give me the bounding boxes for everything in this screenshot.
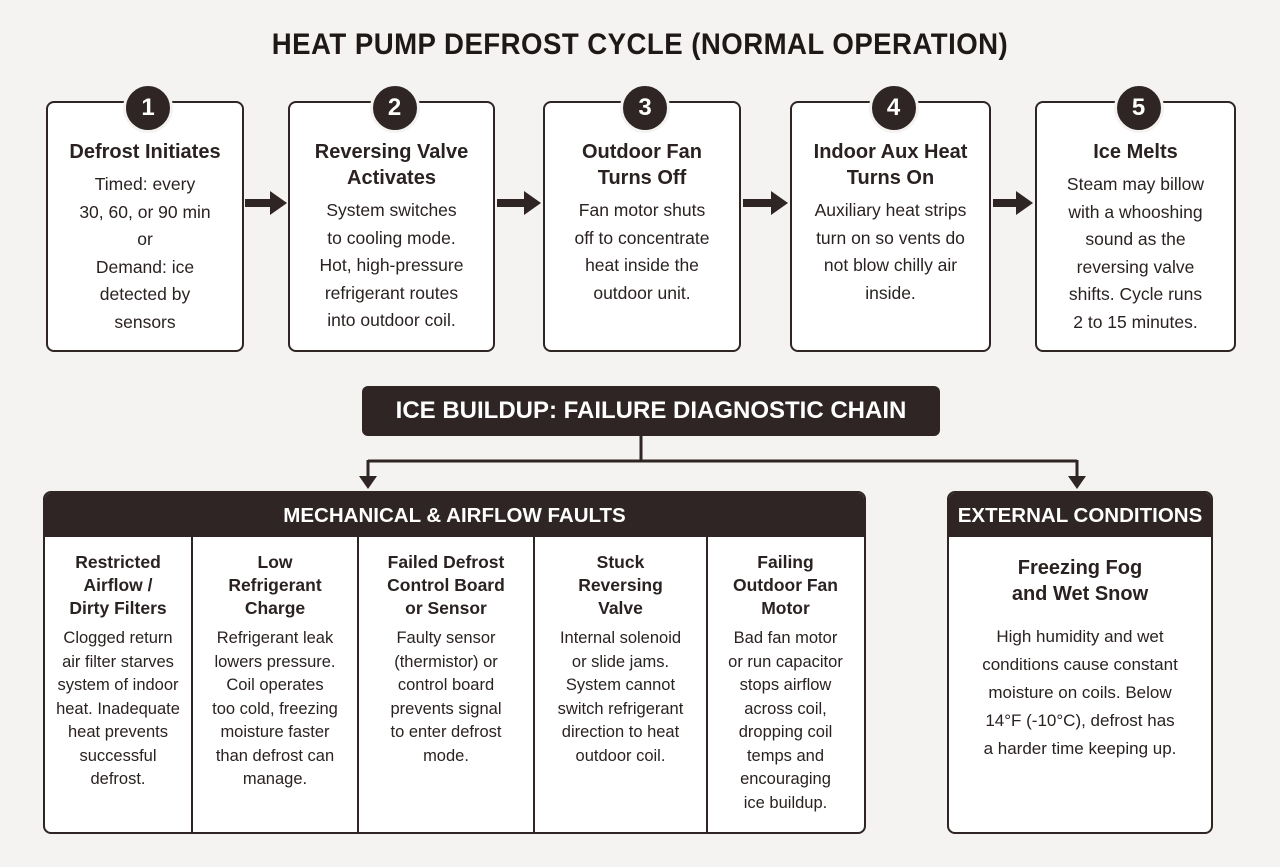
step-title-4: Indoor Aux Heat Turns On — [813, 141, 968, 189]
step-body-1: Timed: every 30, 60, or 90 min or Demand: ice detected by sensors — [79, 174, 211, 332]
step-body-2: System switches to cooling mode. Hot, high-pressure refrigerant routes into outdoor coil. — [319, 200, 464, 330]
fault-title-2: Low Refrigerant Charge — [228, 552, 322, 618]
fault-body-5: Bad fan motor or run capacitor stops airflow across coil, dropping coil temps and encouraging ice buildup. — [728, 629, 843, 812]
step-number-4: 4 — [869, 83, 919, 133]
fault-column-2 — [191, 537, 357, 832]
mechanical-faults-panel — [43, 491, 866, 834]
external-conditions-header: EXTERNAL CONDITIONS — [949, 493, 1211, 537]
step-body-5: Steam may billow with a whooshing sound as the reversing valve shifts. Cycle runs 2 to 15 minutes. — [1066, 174, 1205, 332]
fault-body-2: Refrigerant leak lowers pressure. Coil operates too cold, freezing moisture faster than defrost can manage. — [212, 629, 338, 788]
step-card-1 — [46, 94, 244, 352]
flow-arrow-4-icon — [992, 190, 1034, 216]
fault-column-3 — [357, 537, 533, 832]
step-card-3 — [543, 94, 741, 352]
step-title-5: Ice Melts — [1093, 141, 1178, 163]
fault-title-5: Failing Outdoor Fan Motor — [733, 552, 838, 618]
external-title: Freezing Fog and Wet Snow — [1011, 557, 1149, 605]
arrow-down-left-icon — [359, 476, 377, 489]
fault-title-4: Stuck Reversing Valve — [578, 552, 663, 618]
step-card-5 — [1035, 94, 1236, 352]
fault-column-4 — [533, 537, 706, 832]
step-card-2 — [288, 94, 495, 352]
fault-body-1: Clogged return air filter starves system of indoor heat. Inadequate heat prevents successful defrost. — [56, 629, 180, 788]
external-body: High humidity and wet conditions cause constant moisture on coils. Below 14°F (-10°C), defrost has a harder time keeping up. — [982, 627, 1178, 758]
fault-body-3: Faulty sensor (thermistor) or control board prevents signal to enter defrost mode. — [390, 629, 502, 765]
step-body-3: Fan motor shuts off to concentrate heat inside the outdoor unit. — [574, 200, 710, 303]
step-number-1: 1 — [123, 83, 173, 133]
step-body-4: Auxiliary heat strips turn on so vents do not blow chilly air inside. — [814, 200, 967, 303]
step-title-1: Defrost Initiates — [69, 141, 221, 163]
step-title-2: Reversing Valve Activates — [314, 141, 469, 189]
flow-arrow-1-icon — [244, 190, 288, 216]
arrow-down-right-icon — [1068, 476, 1086, 489]
step-card-4 — [790, 94, 991, 352]
fault-title-3: Failed Defrost Control Board or Sensor — [387, 552, 505, 618]
flow-arrow-2-icon — [496, 190, 542, 216]
fault-column-5 — [706, 537, 863, 832]
mechanical-faults-header: MECHANICAL & AIRFLOW FAULTS — [45, 493, 864, 537]
diagnostic-chain-header: ICE BUILDUP: FAILURE DIAGNOSTIC CHAIN — [362, 386, 940, 436]
flow-arrow-3-icon — [742, 190, 789, 216]
fault-title-1: Restricted Airflow / Dirty Filters — [69, 552, 167, 618]
step-title-3: Outdoor Fan Turns Off — [582, 141, 702, 189]
step-number-2: 2 — [370, 83, 420, 133]
external-conditions-panel — [947, 491, 1213, 834]
step-number-3: 3 — [620, 83, 670, 133]
fault-body-4: Internal solenoid or slide jams. System cannot switch refrigerant direction to heat outdoor coil. — [557, 629, 684, 765]
page-title: HEAT PUMP DEFROST CYCLE (NORMAL OPERATION) — [271, 28, 1009, 61]
step-number-5: 5 — [1114, 83, 1164, 133]
fault-column-1 — [45, 537, 191, 832]
